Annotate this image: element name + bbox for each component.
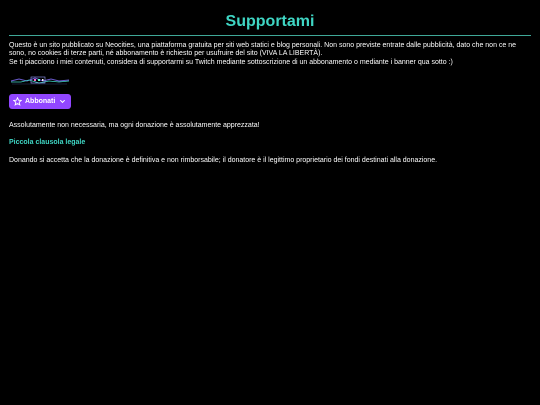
page-title: Supportami xyxy=(225,13,315,30)
subscribe-button[interactable] xyxy=(9,94,71,109)
intro-paragraph-1: Questo è un sito pubblicato su Neocities, una piattaforma gratuita per siti web statici e blog personali. Non sono previste entrate dalle pubblicità, dato che non ce ne sono, no cookies di terze parti, né abbonamento è richiesto per usufruire del sito (VIVA LA LIBERTÀ). xyxy=(9,42,517,58)
support-banner-image[interactable] xyxy=(9,75,71,86)
title-divider xyxy=(9,35,531,36)
intro-paragraph-2: Se ti piacciono i miei contenuti, considera di supportarmi su Twitch mediante sottoscrizione di un abbonamento o mediante i banner qua sotto :) xyxy=(9,58,453,66)
star-icon xyxy=(13,97,22,106)
page-content xyxy=(9,0,531,165)
donation-note: Assolutamente non necessaria, ma ogni donazione è assolutamente apprezzata! xyxy=(9,122,260,130)
subscribe-button-label: Abbonati xyxy=(25,98,56,106)
legal-heading: Piccola clausola legale xyxy=(9,139,86,147)
intro-text xyxy=(9,42,531,67)
chevron-down-icon xyxy=(59,98,66,105)
banner-graphic xyxy=(9,75,71,86)
legal-text: Donando si accetta che la donazione è definitiva e non rimborsabile; il donatore è il legittimo proprietario dei fondi destinati alla donazione. xyxy=(9,157,438,165)
